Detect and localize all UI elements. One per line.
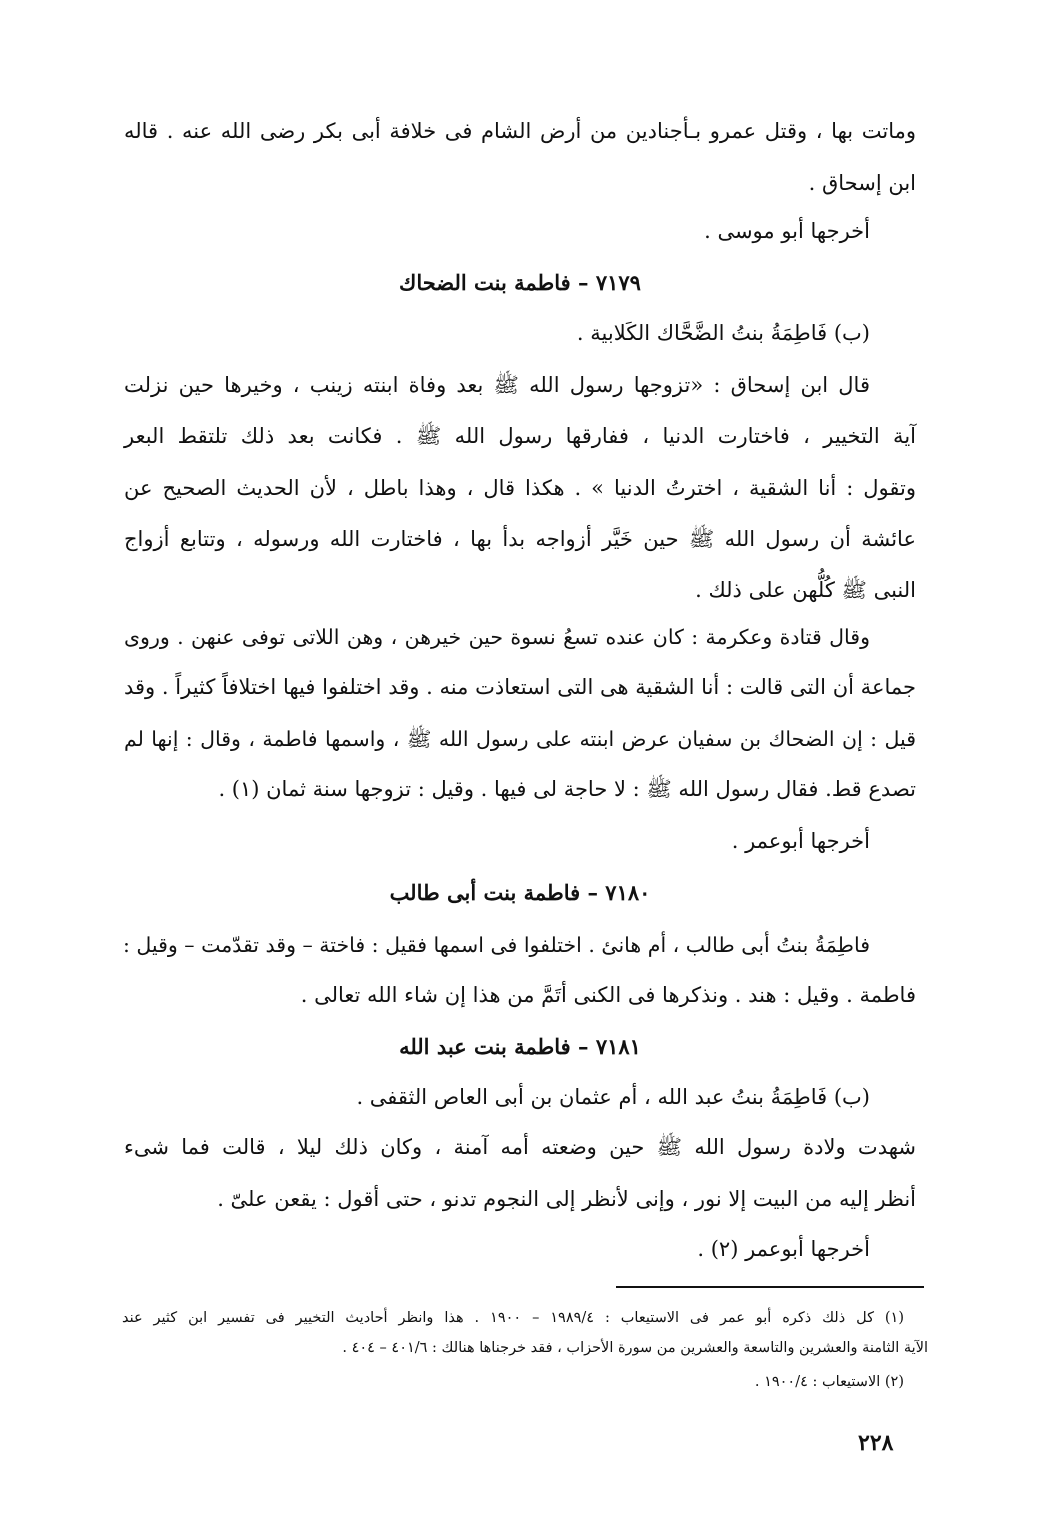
- text-line: عائشة أن رسول الله ﷺ حين خَيَّر أزواجه بدأ بها ، فاختارت الله ورسوله ، وتتابع أزواج: [124, 527, 916, 551]
- entry-subtitle: (ب) فَاطِمَةُ بنتُ الضَّحَّاك الكَلابية .: [576, 321, 870, 345]
- text-line: ابن إسحاق .: [808, 171, 916, 195]
- text-line: جماعة أن التى قالت : أنا الشقية هى التى استعاذت منه . وقد اختلفوا فيها اختلافاً كثيراً . وقد: [124, 675, 916, 699]
- entry-heading: ٧١٨١ – فاطمة بنت عبد الله: [399, 1034, 641, 1059]
- footnote-line: الآية الثامنة والعشرين والتاسعة والعشرين من سورة الأحزاب ، فقد خرجناها هنالك : ٤٠١/٦ – ٤٠٤ .: [342, 1340, 928, 1356]
- entry-subtitle: (ب) فَاطِمَةُ بنتُ عبد الله ، أم عثمان بن أبى العاص الثقفى .: [356, 1085, 870, 1109]
- text-line: وماتت بها ، وقتل عمرو بـأجنادين من أرض الشام فى خلافة أبى بكر رضى الله عنه . قاله: [124, 119, 916, 143]
- entry-heading: ٧١٨٠ – فاطمة بنت أبى طالب: [389, 880, 651, 905]
- entry-heading: ٧١٧٩ – فاطمة بنت الضحاك: [399, 270, 641, 295]
- page-number: ٢٢٨: [858, 1430, 894, 1456]
- text-line: أخرجها أبوعمر .: [731, 829, 870, 853]
- text-line: تصدع قط. فقال رسول الله ﷺ : لا حاجة لى فيها . وقيل : تزوجها سنة ثمان (١) .: [218, 777, 916, 801]
- text-line: آية التخيير ، فاختارت الدنيا ، ففارقها رسول الله ﷺ . فكانت بعد ذلك تلتقط البعر: [124, 424, 916, 448]
- text-line: وتقول : أنا الشقية ، اخترتُ الدنيا » . هكذا قال ، وهذا باطل ، لأن الحديث الصحيح عن: [124, 476, 916, 500]
- text-line: وقال قتادة وعكرمة : كان عنده تسعُ نسوة حين خيرهن ، وهن اللاتى توفى عنهن . وروى: [124, 625, 870, 649]
- text-line: شهدت ولادة رسول الله ﷺ حين وضعته أمه آمنة ، وكان ذلك ليلا ، قالت فما شىء: [124, 1135, 916, 1159]
- text-line: أخرجها أبو موسى .: [704, 219, 870, 243]
- text-line: فاطِمَةُ بنتُ أبى طالب ، أم هانئ . اختلفوا فى اسمها فقيل : فاختة – وقد تقدّمت – وقيل :: [122, 933, 870, 957]
- text-line: فاطمة . وقيل : هند . ونذكرها فى الكنى أتَمَّ من هذا إن شاء الله تعالى .: [300, 983, 916, 1007]
- text-line: أنظر إليه من البيت إلا نور ، وإنى لأنظر إلى النجوم تدنو ، حتى أقول : يقعن علىّ .: [217, 1187, 916, 1211]
- text-line: أخرجها أبوعمر (٢) .: [697, 1237, 870, 1261]
- footnote-divider: [616, 1286, 924, 1288]
- text-line: قال ابن إسحاق : «تزوجها رسول الله ﷺ بعد وفاة ابنته زينب ، وخيرها حين نزلت: [124, 373, 870, 397]
- text-line: قيل : إن الضحاك بن سفيان عرض ابنته على رسول الله ﷺ ، واسمها فاطمة ، وقال : إنها لم: [124, 727, 916, 751]
- footnote-line: (٢) الاستيعاب : ١٩٠٠/٤ .: [754, 1374, 904, 1390]
- text-line: النبى ﷺ كُلُّهن على ذلك .: [695, 578, 916, 602]
- footnote-line: (١) كل ذلك ذكره أبو عمر فى الاستيعاب : ١٩٨٩/٤ – ١٩٠٠ . هذا وانظر أحاديث التخيير فى تفسير ابن كثير عند: [122, 1310, 904, 1326]
